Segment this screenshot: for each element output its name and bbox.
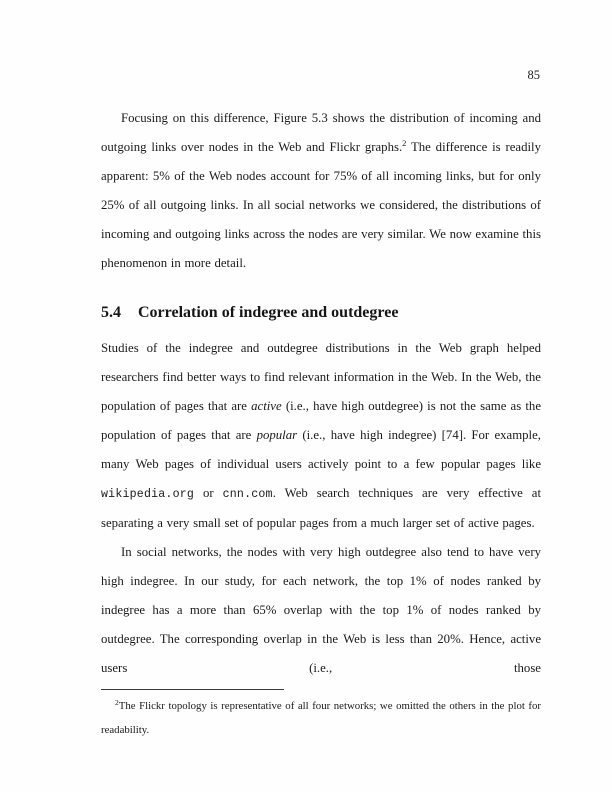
paragraph-1 [101,104,541,278]
paragraph-3-text: In social networks, the nodes with very high outdegree also tend to have very high indegree. In our study, for each network, the top 1% of nodes ranked by indegree has a more than 65% overlap with the top 1% of nodes ranked by outdegree. The corresponding overlap in the Web is less than 20%. Hence, active users (i.e., those [101,545,541,675]
footnote [101,694,541,742]
monospace-cnn-url: cnn.com [222,488,273,501]
paragraph-2-text-d: or [194,486,223,500]
page-number: 85 [527,68,540,82]
paragraph-2-text-c: (i.e., have high indegree) [74]. For example, many Web pages of individual users actively point to a few popular pages like [101,428,541,471]
footnote-area [101,689,541,742]
paragraph-3 [101,538,541,683]
footnote-rule [101,689,284,690]
page-content [101,104,541,742]
footnote-marker: 2 [115,698,119,707]
paragraph-1-text-b: The difference is readily apparent: 5% of the Web nodes account for 75% of all incoming links, but for only 25% of all outgoing links. In all social networks we considered, the distributions of incoming and outgoing links across the nodes are very similar. We now examine this phenomenon in more detail. [101,140,541,270]
footnote-reference-marker: 2 [402,138,407,148]
italic-word-popular: popular [256,428,298,442]
section-number: 5.4 [101,304,121,321]
section-title: Correlation of indegree and outdegree [138,304,399,321]
footnote-text: The Flickr topology is representative of all four networks; we omitted the others in the plot for readability. [101,700,541,736]
italic-word-active: active [251,399,282,413]
paragraph-2-text-a: Studies of the indegree and outdegree distributions in the Web graph helped researchers find better ways to find relevant information in the Web. In the Web, the population of pages that are [101,341,541,413]
paragraph-2-text-e: . Web search techniques are very effective at separating a very small set of popular pages from a much larger set of active pages. [101,486,541,530]
paragraph-1-text-a: Focusing on this difference, Figure 5.3 shows the distribution of incoming and outgoing links over nodes in the Web and Flickr graphs. [101,111,541,154]
paragraph-2-text-b: (i.e., have high outdegree) is not the same as the population of pages that are [101,399,541,442]
monospace-wikipedia-url: wikipedia.org [101,488,195,501]
section-heading [101,302,541,324]
paragraph-2 [101,334,541,538]
